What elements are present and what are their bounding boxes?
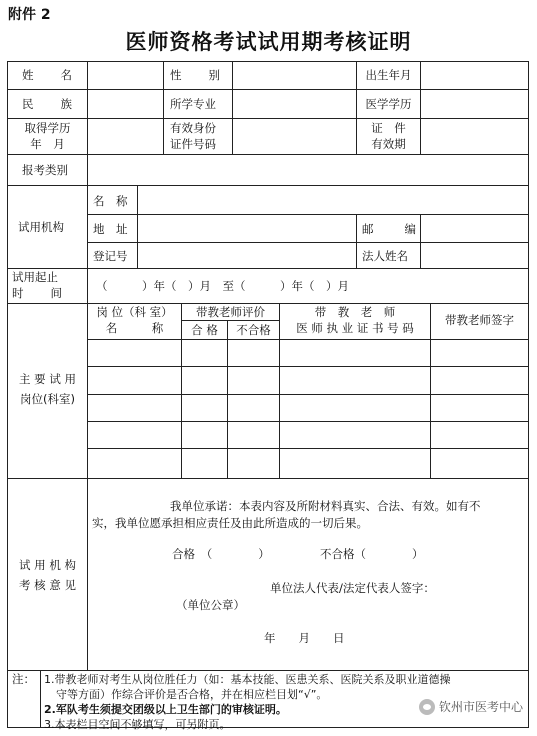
wechat-icon bbox=[419, 699, 435, 715]
col-license-2: 医 师 执 业 证 书 号 码 bbox=[296, 321, 414, 335]
label-gender: 性 别 bbox=[170, 68, 220, 82]
label-exam-type: 报考类别 bbox=[22, 163, 68, 177]
label-period-1: 试用起止 bbox=[12, 270, 58, 284]
note-2: 2.军队考生须提交团级以上卫生部门的审核证明。 bbox=[44, 703, 287, 716]
opinion-pass: 合格 （ ） bbox=[172, 547, 270, 561]
col-dept-2: 名 称 bbox=[105, 321, 164, 335]
note-3: 3.本表栏目空间不够填写，可另附页。 bbox=[44, 718, 231, 731]
label-id-2: 证件号码 bbox=[170, 137, 216, 151]
label-major: 所学专业 bbox=[170, 97, 216, 111]
note-1b: 守等方面）作综合评价是否合格，并在相应栏目划“√”。 bbox=[56, 688, 328, 701]
opinion-fail: 不合格（ ） bbox=[320, 547, 424, 561]
label-inst-regno: 登记号 bbox=[93, 249, 128, 263]
label-edu-time-2: 年 月 bbox=[30, 137, 65, 151]
form-title: 医师资格考试试用期考核证明 bbox=[125, 29, 412, 54]
col-sign: 带教老师签字 bbox=[445, 313, 514, 327]
label-name: 姓 名 bbox=[22, 68, 72, 82]
col-eval: 带教老师评价 bbox=[196, 305, 265, 319]
commitment-line-1: 我单位承诺：本表内容及所附材料真实、合法、有效。如有不 bbox=[170, 499, 481, 513]
label-opinion-2: 考 核 意 见 bbox=[19, 578, 76, 592]
watermark bbox=[419, 698, 523, 715]
note-1a: 1.带教老师对考生从岗位胜任力（如：基本技能、医患关系、医院关系及职业道德操 bbox=[44, 673, 451, 686]
label-ethnicity: 民 族 bbox=[22, 97, 72, 111]
label-inst-postcode: 邮 编 bbox=[362, 222, 416, 236]
opinion-date: 年 月 日 bbox=[264, 631, 345, 645]
label-id-1: 有效身份 bbox=[170, 121, 216, 135]
label-valid-1: 证 件 bbox=[371, 121, 406, 135]
label-opinion-1: 试 用 机 构 bbox=[19, 558, 76, 572]
watermark-text: 钦州市医考中心 bbox=[438, 700, 523, 714]
label-inst-name: 名 称 bbox=[93, 194, 128, 208]
col-fail: 不合格 bbox=[236, 323, 271, 337]
label-inst-legal: 法人姓名 bbox=[362, 249, 408, 263]
label-institution: 试用机构 bbox=[18, 220, 64, 234]
label-birth: 出生年月 bbox=[365, 68, 412, 82]
label-edu-time-1: 取得学历 bbox=[24, 121, 71, 135]
attachment-label: 附件 2 bbox=[8, 7, 51, 23]
notes-label: 注： bbox=[12, 672, 35, 686]
label-degree: 医学学历 bbox=[365, 97, 412, 111]
col-pass: 合 格 bbox=[191, 323, 218, 337]
col-dept-1: 岗 位（科 室） bbox=[96, 305, 173, 319]
label-period-2: 时 间 bbox=[12, 286, 62, 300]
commitment-line-2: 实，我单位愿承担相应责任及由此所造成的一切后果。 bbox=[92, 516, 368, 530]
legal-rep-signature: 单位法人代表/法定代表人签字： bbox=[270, 581, 435, 595]
label-valid-2: 有效期 bbox=[371, 137, 406, 151]
col-license-1: 带 教 老 师 bbox=[314, 305, 396, 319]
label-positions-2: 岗位(科室) bbox=[20, 392, 75, 406]
label-inst-address: 地 址 bbox=[93, 222, 128, 236]
period-range: （ ）年（ ）月 至（ ）年（ ）月 bbox=[96, 279, 349, 293]
unit-seal: （单位公章） bbox=[176, 598, 245, 612]
label-positions-1: 主 要 试 用 bbox=[19, 372, 76, 386]
